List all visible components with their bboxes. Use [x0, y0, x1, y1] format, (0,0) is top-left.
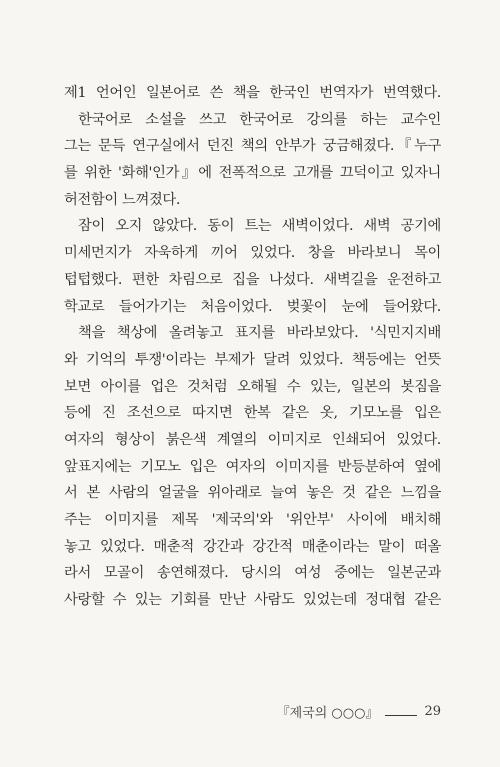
text-line-16: 서 본 사람의 얼굴을 위아래로 늘여 놓은 것 같은 느낌을 [64, 485, 441, 502]
page-footer [277, 702, 441, 721]
text-line-9: 학교로 들어가기는 처음이었다. 벚꽃이 눈에 들어왔다. [64, 298, 441, 315]
text-line-6: 잠이 오지 않았다. 동이 트는 새벽이었다. 새벽 공기에 [78, 218, 441, 235]
text-line-15: 앞표지에는 기모노 입은 여자의 이미지를 반등분하여 옆에 [64, 458, 441, 475]
body-text [64, 80, 441, 614]
text-line-12: 보면 아이를 업은 것처럼 오해될 수 있는, 일본의 봇짐을 [64, 378, 441, 395]
text-line-18: 놓고 있었다. 매춘적 강간과 강간적 매춘이라는 말이 떠올 [64, 538, 441, 555]
text-line-17: 주는 이미지를 제목 '제국의'와 '위안부' 사이에 배치해 [64, 512, 441, 528]
text-line-10: 책을 책상에 올려놓고 표지를 바라보았다. '식민지지배 [78, 325, 441, 342]
text-line-13: 등에 진 조선으로 따지면 한복 같은 옷, 기모노를 입은 [64, 405, 441, 422]
footer-rule [385, 715, 417, 716]
text-line-8: 텁텁했다. 편한 차림으로 집을 나섰다. 새벽길을 운전하고 [64, 271, 441, 288]
text-line-11: 와 기억의 투쟁'이라는 부제가 달려 있었다. 책등에는 언뜻 [64, 351, 441, 368]
text-line-3: 그는 문득 연구실에서 던진 책의 안부가 궁금해졌다.『누구 [64, 138, 441, 155]
text-line-19: 라서 모골이 송연해졌다. 당시의 여성 중에는 일본군과 [64, 565, 441, 582]
text-line-20: 사랑할 수 있는 기회를 만난 사람도 있었는데 정대협 같은 [64, 592, 441, 609]
text-line-4: 를 위한 '화해'인가』에 전폭적으로 고개를 끄덕이고 있자니 [64, 165, 441, 182]
text-line-14: 여자의 형상이 붉은색 계열의 이미지로 인쇄되어 있었다. [64, 431, 441, 448]
text-line-7: 미세먼지가 자욱하게 끼어 있었다. 창을 바라보니 목이 [64, 245, 441, 262]
text-line-2: 한국어로 소설을 쓰고 한국어로 강의를 하는 교수인 [78, 111, 441, 128]
page-number: 29 [424, 704, 441, 719]
text-line-5: 허전함이 느껴졌다. [64, 191, 181, 208]
text-line-1: 제1 언어인 일본어로 쓴 책을 한국인 번역자가 번역했다. [64, 85, 441, 101]
running-title: 『제국의 ○○○』 [276, 706, 379, 721]
